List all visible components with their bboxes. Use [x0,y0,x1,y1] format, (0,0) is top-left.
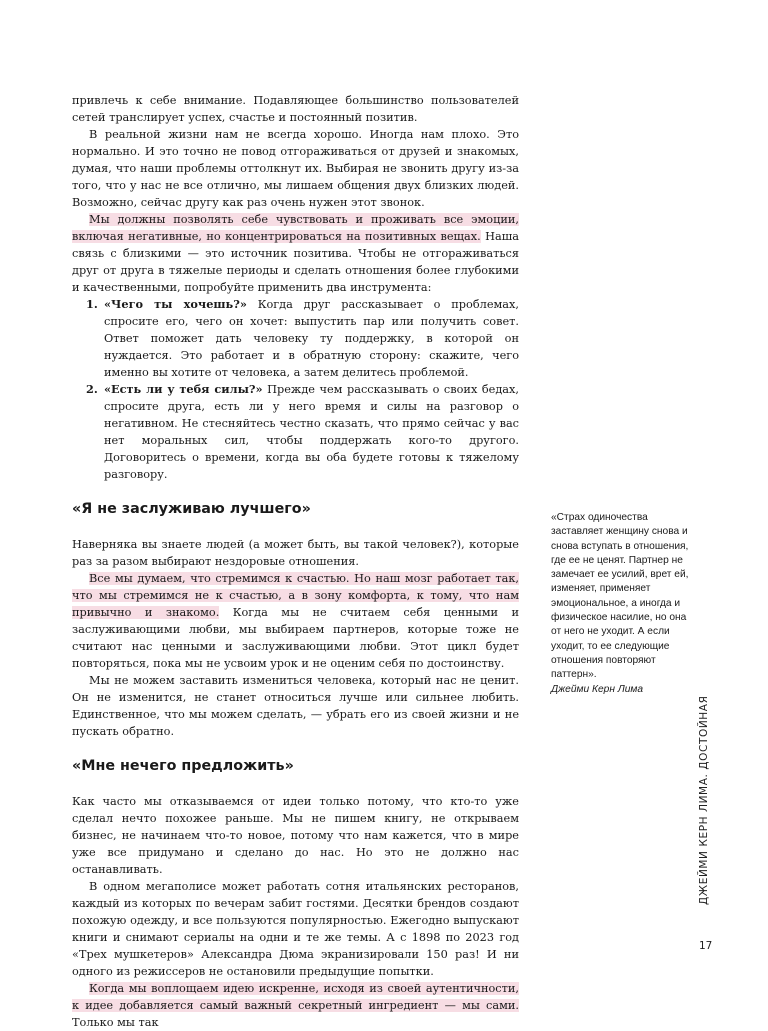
highlighted-text: Мы должны позволять себе чувствовать и проживать все эмоции, включая негативные, но концентрироваться на позитивных вещах. [72,213,519,243]
running-title: ДЖЕЙМИ КЕРН ЛИМА. ДОСТОЙНАЯ [698,695,710,905]
paragraph [72,211,519,296]
paragraph: В реальной жизни нам не всегда хорошо. Иногда нам плохо. Это нормально. И это точно не повод отгораживаться от друзей и знакомых, думая, что наши проблемы оттолкнут их. Выбирая не звонить другу из-за того, что у нас не все отлично, мы лишаем общения двух близких людей. Возможно, сейчас другу как раз очень нужен этот звонок. [72,128,519,209]
numbered-list [72,296,519,483]
paragraph [72,570,519,672]
paragraph: Наверняка вы знаете людей (а может быть, вы такой человек?), которые раз за разом выбирают нездоровые отношения. [72,538,519,568]
highlighted-text: Когда мы воплощаем идею искренне, исходя из своей аутентичности, к идее добавляется самый важный секретный ингредиент — мы сами. [72,982,519,1012]
list-item-title: «Есть ли у тебя силы?» [104,382,263,396]
section-heading: «Мне нечего предложить» [72,758,294,774]
list-item [86,381,519,483]
paragraph: привлечь к себе внимание. Подавляющее большинство пользователей сетей транслирует успех, счастье и постоянный позитив. [72,94,519,124]
list-item-text: Когда друг рассказывает о проблемах, спросите его, чего он хочет: выпустить пар или получить совет. Ответ поможет дать человеку ту поддержку, в которой он нуждается. Это работает и в обратную сторону: скажите, чего именно вы хотите от человека, а затем делитесь проблемой. [104,298,519,379]
paragraph: В одном мегаполисе может работать сотня итальянских ресторанов, каждый из которых по вечерам забит гостями. Десятки брендов создают похожую одежду, и все пользуются популярностью. Ежегодно выпускают книги и снимают сериалы на одни и те же темы. А с 1898 по 2023 год «Трех мушкетеров» Александра Дюма экранизировали 150 раз! И ни одного из режиссеров не остановили предыдущие попытки. [72,880,519,978]
paragraph-text: Наша связь с близкими — это источник позитива. Чтобы не отгораживаться друг от друга в тяжелые периоды и сделать отношения более глубокими и качественными, попробуйте применить два инструмента: [72,230,519,294]
list-number: 2. [86,382,98,396]
section-heading: «Я не заслуживаю лучшего» [72,501,311,517]
paragraph: Как часто мы отказываемся от идеи только потому, что кто-то уже сделал нечто похожее раньше. Мы не пишем книгу, не открываем бизнес, не начинаем что-то новое, потому что нам кажется, что в мире уже все придумано и сделано до нас. Но это не должно нас останавливать. [72,795,519,876]
main-text-column [72,92,519,1031]
highlighted-text: Все мы думаем, что стремимся к счастью. Но наш мозг работает так, что мы стремимся не к счастью, а в зону комфорта, к тому, что нам привычно и знакомо. [72,572,519,619]
paragraph-text: Когда мы не считаем себя ценными и заслуживающими любви, мы выбираем партнеров, которые тоже не считают нас ценными и заслуживающими любви. Этот цикл будет повторяться, пока мы не усвоим урок и не оценим себя по достоинству. [72,606,519,670]
list-number: 1. [86,297,98,311]
page-number: 17 [699,940,713,952]
quote-text: «Страх одиночества заставляет женщину снова и снова вступать в отношения, где ее не ценят. Партнер не замечает ее усилий, врет ей, изменяет, применяет эмоциональное, а иногда и физическое насилие, но она от него не уходит. А если уходит, то ее следующие отношения повторяют паттерн». [551,512,689,681]
sidebar-quote [551,511,691,697]
list-item-title: «Чего ты хочешь?» [104,297,247,311]
paragraph-text: Только мы так [72,1016,159,1029]
quote-author: Джейми Керн Лима [551,683,644,695]
paragraph [72,980,519,1031]
paragraph: Мы не можем заставить измениться человека, который нас не ценит. Он не изменится, не станет относиться лучше или сильнее любить. Единственное, что мы можем сделать, — убрать его из своей жизни и не пускать обратно. [72,674,519,738]
list-item-text: Прежде чем рассказывать о своих бедах, спросите друга, есть ли у него время и силы на разговор о негативном. Не стесняйтесь честно сказать, что прямо сейчас у вас нет моральных сил, чтобы поддержать кого-то другого. Договоритесь о времени, когда вы оба будете готовы к тяжелому разговору. [104,383,519,481]
list-item [86,296,519,381]
